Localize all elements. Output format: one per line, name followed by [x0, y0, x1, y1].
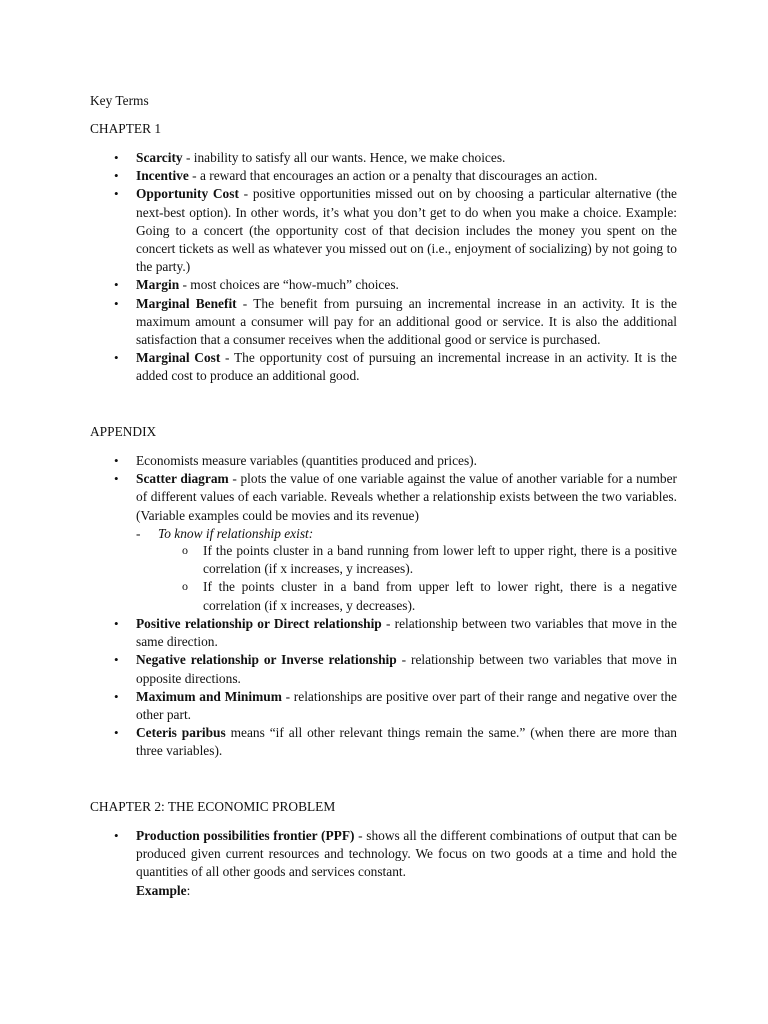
sub-list-item: o If the points cluster in a band running from lower left to upper right, there is a positive correlation (if x increases, y increases).	[136, 542, 677, 578]
example-colon: :	[186, 882, 191, 898]
chapter-1-list	[90, 149, 677, 386]
term: Maximum and Minimum	[136, 688, 282, 704]
term: Production possibilities frontier (PPF)	[136, 828, 355, 843]
list-item	[90, 688, 677, 724]
sub-heading: - To know if relationship exist:	[136, 525, 677, 543]
term: Ceteris paribus	[136, 725, 226, 741]
term: Scarcity	[136, 150, 183, 165]
list-item	[90, 651, 677, 687]
definition: - plots the value of one variable against the value of another variable for a number of different values of each variable. Reveals whether a relationship exists between the two variables. (Variable examples could be movies and its revenue)	[136, 471, 677, 523]
chapter-2-heading: CHAPTER 2: THE ECONOMIC PROBLEM	[90, 799, 336, 814]
term: Scatter diagram	[136, 471, 229, 487]
list-item	[90, 724, 677, 760]
list-item	[90, 295, 677, 350]
definition: means “if all other relevant things remain the same.” (when there are more than three variables).	[136, 725, 677, 759]
definition: - relationship between two variables that move in the same direction.	[136, 616, 677, 650]
definition: - The benefit from pursuing an incremental increase in an activity. It is the maximum amount a consumer will pay for an additional good or service. It is also the additional satisfaction that a consumer receives when the additional good or service is purchased.	[136, 295, 677, 348]
term: Opportunity Cost	[136, 186, 239, 202]
definition: - The opportunity cost of pursuing an incremental increase in an activity. It is the added cost to produce an additional good.	[136, 350, 677, 384]
list-item	[90, 167, 677, 185]
list-item	[90, 276, 677, 294]
term: Marginal Benefit	[136, 295, 237, 311]
definition: - relationships are positive over part of their range and negative over the other part.	[136, 688, 677, 723]
example-label: Example	[136, 882, 187, 898]
list-item	[90, 470, 677, 543]
chapter-2-list	[90, 827, 677, 900]
correlation-sublist	[136, 542, 677, 615]
appendix-list-continued	[90, 615, 677, 761]
appendix-heading: APPENDIX	[90, 424, 157, 439]
definition: - a reward that encourages an action or a penalty that discourages an action.	[188, 168, 598, 184]
chapter-1-heading: CHAPTER 1	[90, 121, 162, 136]
sub-list-item: o If the points cluster in a band from upper left to lower right, there is a negative correlation (if x increases, y decreases).	[136, 578, 677, 614]
key-terms-heading: Key Terms	[90, 93, 149, 108]
definition: - inability to satisfy all our wants. Hence, we make choices.	[182, 150, 506, 165]
list-item	[90, 615, 677, 651]
definition: - shows all the different combinations of output that can be produced given current resources and technology. We focus on two goods at a time and hold the quantities of all other goods and services constant.	[136, 828, 677, 880]
term: Marginal Cost	[136, 350, 221, 366]
list-item	[90, 452, 677, 470]
list-item	[90, 349, 677, 385]
list-item	[90, 149, 677, 167]
term: Positive relationship or Direct relationship	[136, 616, 382, 631]
definition: - most choices are “how-much” choices.	[179, 277, 399, 293]
definition: - positive opportunities missed out on by choosing a particular alternative (the next-best option). In other words, it’s what you don’t get to do when you make a choice. Example: Going to a concert (the opportunity cost of that decision includes the money you spent on the concert tickets as well as whatever you missed out on (i.e., enjoyment of socializing) by not going to the party.)	[136, 186, 678, 275]
list-item	[90, 827, 677, 900]
example-line	[136, 882, 677, 900]
definition: Economists measure variables (quantities produced and prices).	[136, 453, 477, 468]
list-item	[90, 185, 677, 276]
term: Margin	[136, 277, 180, 293]
appendix-list	[90, 452, 677, 543]
definition: - relationship between two variables that move in opposite directions.	[136, 652, 677, 686]
term: Negative relationship or Inverse relationship	[136, 652, 397, 668]
term: Incentive	[136, 168, 189, 184]
